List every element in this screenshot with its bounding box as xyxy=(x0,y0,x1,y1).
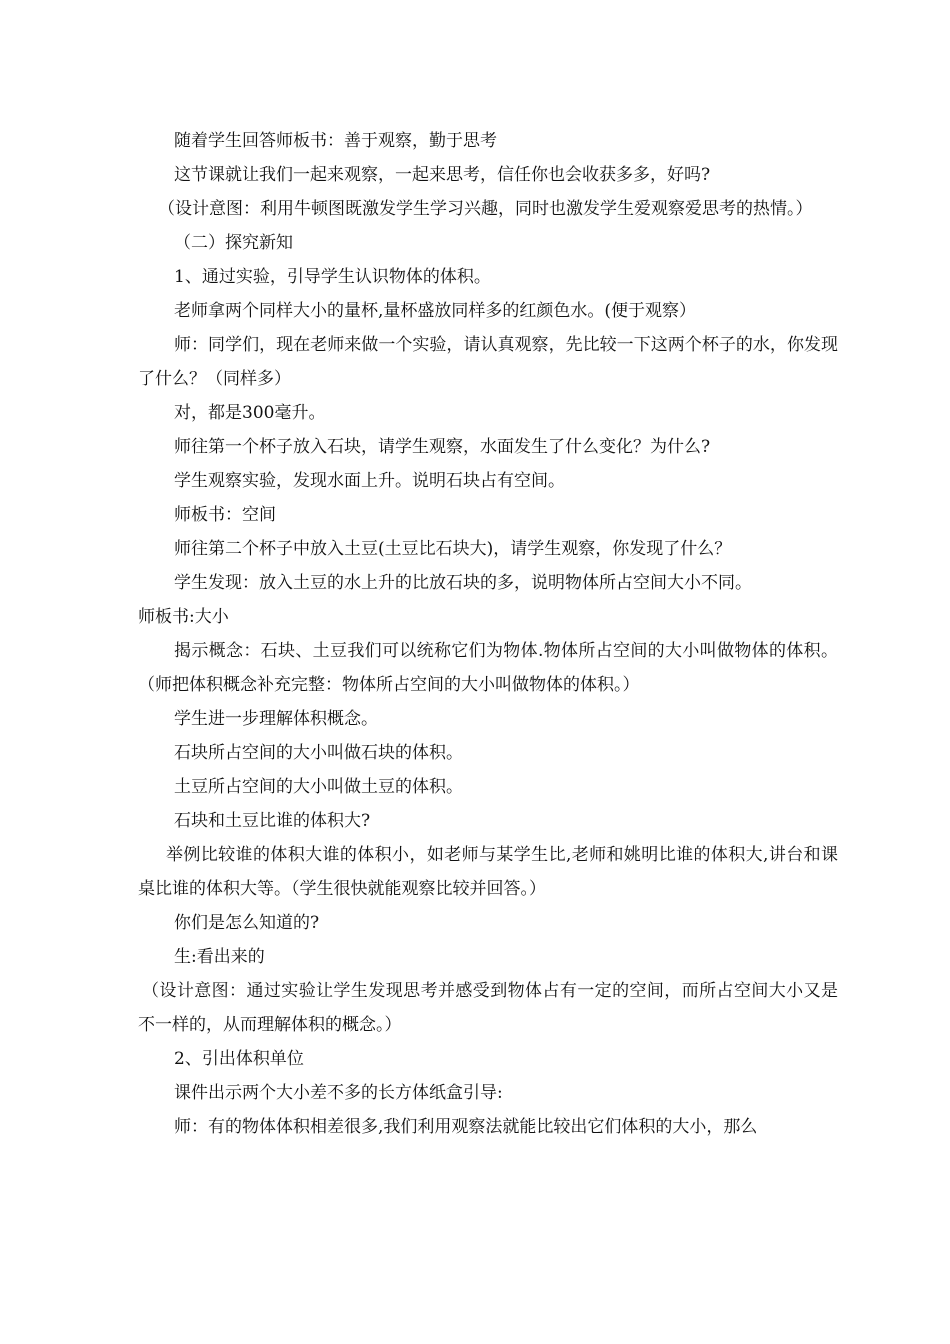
paragraph: 生:看出来的 xyxy=(174,947,265,967)
paragraph: 师板书：空间 xyxy=(174,505,276,525)
paragraph: 师板书:大小 xyxy=(138,607,229,627)
subsection-heading: 2、引出体积单位 xyxy=(174,1049,304,1069)
paragraph: 对，都是300毫升。 xyxy=(174,403,326,423)
paragraph: 学生发现：放入土豆的水上升的比放石块的多，说明物体所占空间大小不同。 xyxy=(174,573,752,593)
paragraph: 学生观察实验，发现水面上升。说明石块占有空间。 xyxy=(174,471,565,491)
paragraph: 师：有的物体体积相差很多,我们利用观察法就能比较出它们体积的大小，那么 xyxy=(174,1117,758,1137)
subsection-heading: 1、通过实验，引导学生认识物体的体积。 xyxy=(174,267,491,287)
paragraph: 这节课就让我们一起来观察，一起来思考，信任你也会收获多多，好吗? xyxy=(174,165,711,185)
paragraph: 老师拿两个同样大小的量杯,量杯盛放同样多的红颜色水。(便于观察） xyxy=(174,301,697,321)
paragraph: 课件出示两个大小差不多的长方体纸盒引导: xyxy=(174,1083,503,1103)
paragraph: 学生进一步理解体积概念。 xyxy=(174,709,378,729)
paragraph: 土豆所占空间的大小叫做土豆的体积。 xyxy=(174,777,463,797)
paragraph: 举例比较谁的体积大谁的体积小，如老师与某学生比,老师和姚明比谁的体积大,讲台和课桌比谁的体积大等。（学生很快就能观察比较并回答。） xyxy=(138,845,838,899)
paragraph: 你们是怎么知道的? xyxy=(174,913,320,933)
design-intent-note: （设计意图：利用牛顿图既激发学生学习兴趣，同时也激发学生爱观察爱思考的热情。） xyxy=(158,199,813,219)
paragraph: 揭示概念：石块、土豆我们可以统称它们为物体.物体所占空间的大小叫做物体的体积。（师把体积概念补充完整：物体所占空间的大小叫做物体的体积。） xyxy=(138,641,838,695)
document-body xyxy=(138,124,838,1144)
paragraph: 师往第二个杯子中放入土豆(土豆比石块大)，请学生观察，你发现了什么？ xyxy=(174,539,732,559)
design-intent-note: （设计意图：通过实验让学生发现思考并感受到物体占有一定的空间，而所占空间大小又是不一样的，从而理解体积的概念。） xyxy=(138,981,838,1035)
paragraph: 石块和土豆比谁的体积大? xyxy=(174,811,371,831)
section-heading: （二）探究新知 xyxy=(174,233,293,253)
paragraph: 石块所占空间的大小叫做石块的体积。 xyxy=(174,743,463,763)
paragraph: 师：同学们，现在老师来做一个实验，请认真观察，先比较一下这两个杯子的水，你发现了什么？（同样多） xyxy=(138,335,838,389)
paragraph: 师往第一个杯子放入石块，请学生观察，水面发生了什么变化？为什么? xyxy=(174,437,711,457)
paragraph: 随着学生回答师板书：善于观察，勤于思考 xyxy=(174,131,497,151)
